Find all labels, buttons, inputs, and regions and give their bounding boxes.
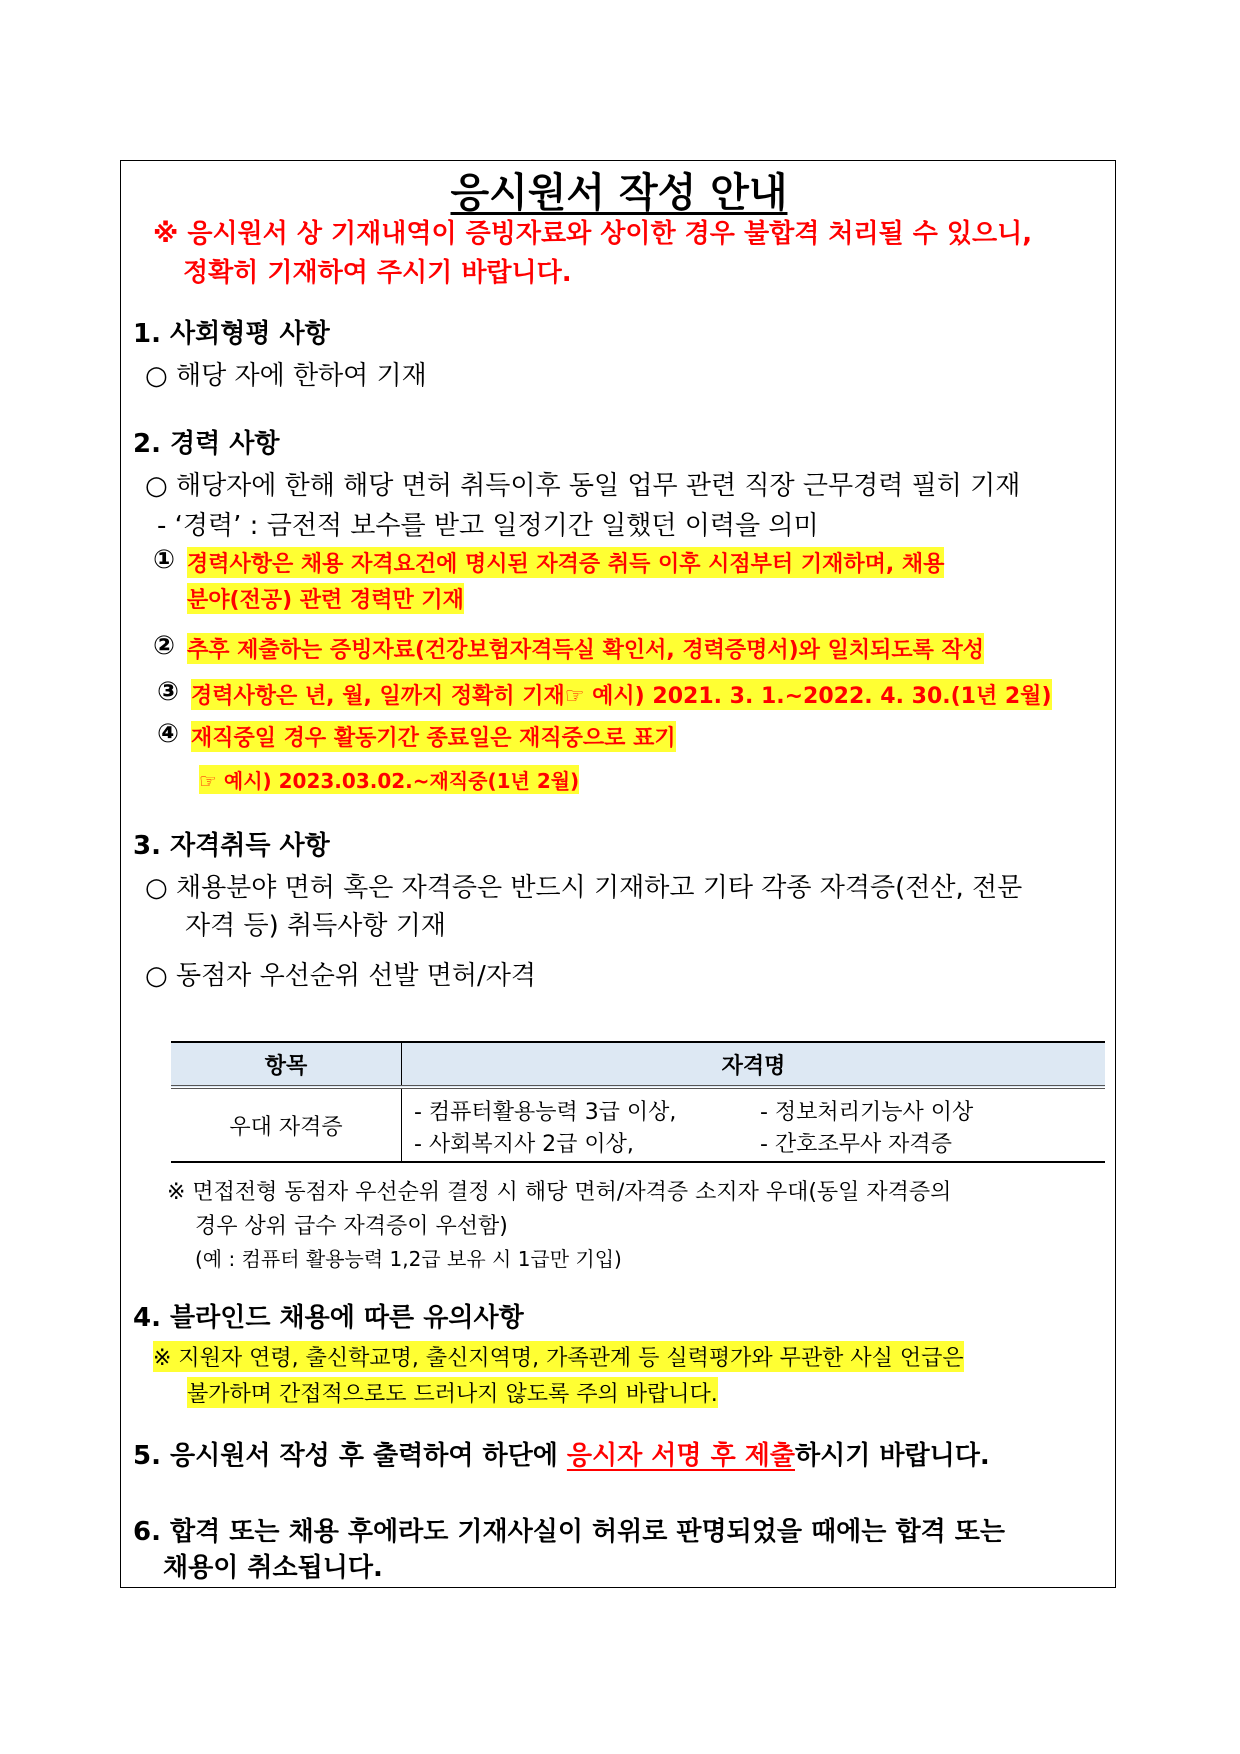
section6-line-1: 6. 합격 또는 채용 후에라도 기재사실이 허위로 판명되었을 때에는 합격 또는 bbox=[133, 1517, 1005, 1547]
rule-2-line-1: 추후 제출하는 증빙자료(건강보험자격득실 확인서, 경력증명서)와 일치되도록 작성 bbox=[187, 633, 984, 664]
section2-heading: 2. 경력 사항 bbox=[133, 429, 280, 459]
section4-line-2: 불가하며 간접적으로도 드러나지 않도록 주의 바랍니다. bbox=[187, 1377, 718, 1408]
rule-4-line-1: 재직중일 경우 활동기간 종료일은 재직중으로 표기 bbox=[191, 721, 676, 752]
section2-item: ○ 해당자에 한해 해당 면허 취득이후 동일 업무 관련 직장 근무경력 필히 기재 bbox=[145, 471, 1021, 501]
section5-highlight: 응시자 서명 후 제출 bbox=[566, 1441, 795, 1471]
section5-suffix: 하시기 바랍니다. bbox=[795, 1441, 990, 1471]
section5 bbox=[133, 1435, 990, 1472]
rule-3-line-1: 경력사항은 년, 월, 일까지 정확히 기재☞ 예시) 2021. 3. 1.~2022. 4. 30.(1년 2월) bbox=[191, 679, 1052, 710]
section6-line-2: 채용이 취소됩니다. bbox=[163, 1553, 383, 1583]
section3-item1-line2: 자격 등) 취득사항 기재 bbox=[185, 911, 446, 941]
table-header-item: 항목 bbox=[171, 1042, 402, 1087]
notice-line-2: 정확히 기재하여 주시기 바랍니다. bbox=[183, 258, 572, 288]
section1-item: ○ 해당 자에 한하여 기재 bbox=[145, 361, 427, 391]
qualification-list bbox=[402, 1087, 1106, 1162]
document-frame bbox=[120, 160, 1116, 1588]
section3-heading: 3. 자격취득 사항 bbox=[133, 831, 330, 861]
row-label-preferred: 우대 자격증 bbox=[171, 1087, 402, 1162]
section2-definition: - ‘경력’ : 금전적 보수를 받고 일정기간 일했던 이력을 의미 bbox=[157, 511, 819, 541]
table-header-qualification: 자격명 bbox=[402, 1042, 1106, 1087]
tie-note-line-1: ※ 면접전형 동점자 우선순위 결정 시 해당 면허/자격증 소지자 우대(동일 자격증의 bbox=[167, 1180, 952, 1205]
rule-3-number: ③ bbox=[157, 677, 180, 707]
table-row bbox=[171, 1087, 1105, 1162]
rule-1-line-2: 분야(전공) 관련 경력만 기재 bbox=[187, 583, 464, 614]
qual-nurse-aide: - 간호조무사 자격증 bbox=[760, 1132, 952, 1157]
qual-social-worker: - 사회복지사 2급 이상, bbox=[414, 1132, 634, 1157]
qual-info-processing: - 정보처리기능사 이상 bbox=[760, 1100, 974, 1125]
section4-line-1: ※ 지원자 연령, 출신학교명, 출신지역명, 가족관계 등 실력평가와 무관한 사실 언급은 bbox=[153, 1341, 964, 1372]
rule-4-example: ☞ 예시) 2023.03.02.~재직중(1년 2월) bbox=[199, 765, 579, 794]
rule-4-number: ④ bbox=[157, 719, 180, 749]
section4-heading: 4. 블라인드 채용에 따른 유의사항 bbox=[133, 1303, 524, 1333]
tie-note-example: (예 : 컴퓨터 활용능력 1,2급 보유 시 1급만 기입) bbox=[195, 1247, 622, 1271]
section3-item2: ○ 동점자 우선순위 선발 면허/자격 bbox=[145, 961, 537, 991]
section3-item1-line1: ○ 채용분야 면허 혹은 자격증은 반드시 기재하고 기타 각종 자격증(전산, 전문 bbox=[145, 873, 1023, 903]
rule-2-number: ② bbox=[153, 631, 176, 661]
notice-line-1: ※ 응시원서 상 기재내역이 증빙자료와 상이한 경우 불합격 처리될 수 있으니, bbox=[153, 219, 1033, 249]
section1-heading: 1. 사회형평 사항 bbox=[133, 319, 330, 349]
qualification-table bbox=[171, 1041, 1105, 1163]
rule-1-line-1: 경력사항은 채용 자격요건에 명시된 자격증 취득 이후 시점부터 기재하며, 채용 bbox=[187, 547, 944, 578]
rule-1-number: ① bbox=[153, 545, 176, 575]
page-title: 응시원서 작성 안내 bbox=[450, 170, 788, 216]
section5-prefix: 5. 응시원서 작성 후 출력하여 하단에 bbox=[133, 1441, 567, 1471]
qual-computer: - 컴퓨터활용능력 3급 이상, bbox=[414, 1100, 677, 1125]
tie-note-line-2: 경우 상위 급수 자격증이 우선함) bbox=[195, 1214, 508, 1239]
